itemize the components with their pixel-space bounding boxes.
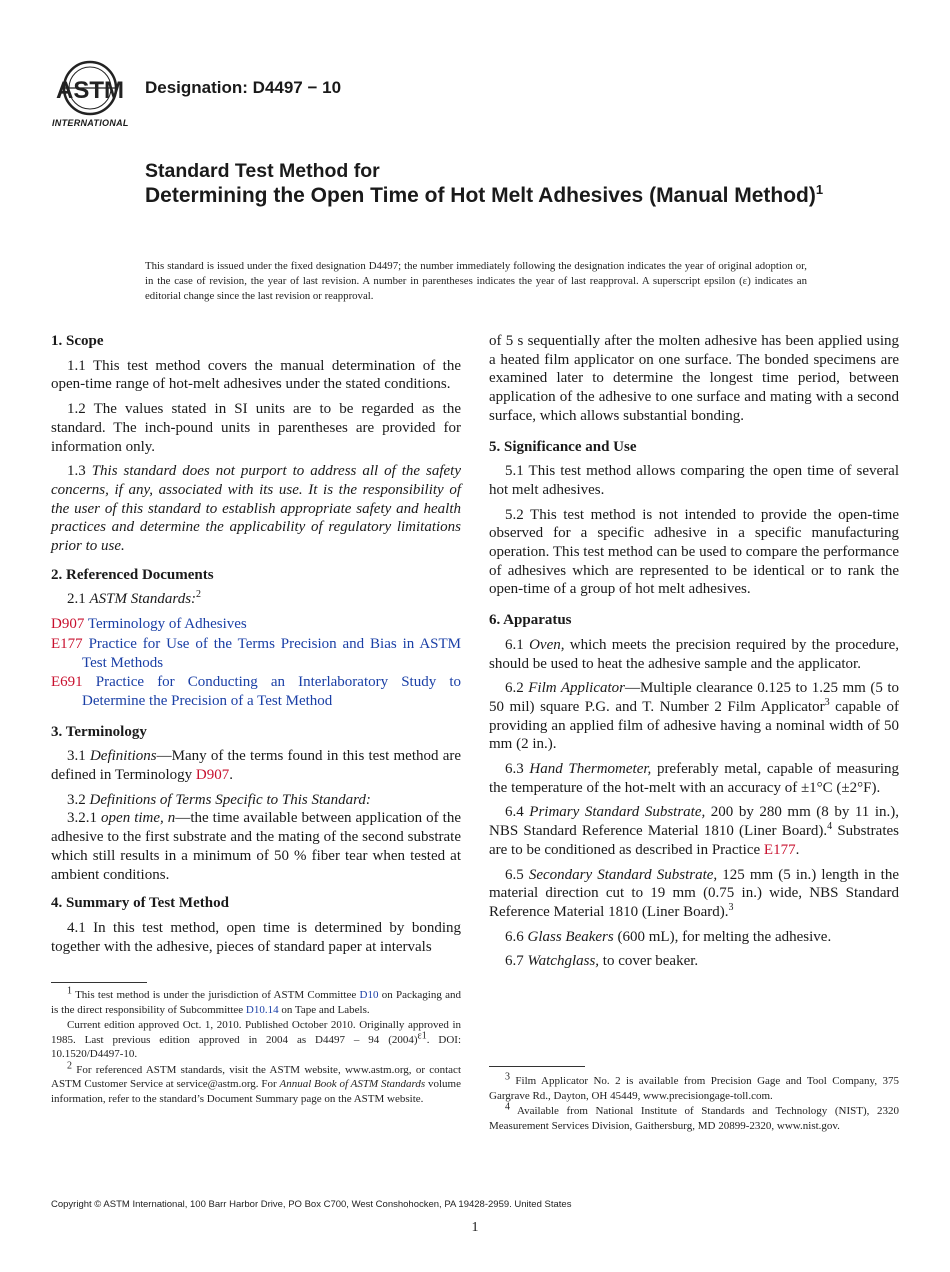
ref-code[interactable]: E177 [51, 635, 83, 652]
para-text: preferably metal, capable of measuring the temperature of the hot-melt with an accuracy of ±1°C (±2°F). [489, 761, 899, 796]
footnote [51, 1059, 461, 1107]
para-number: 6.3 [505, 761, 530, 778]
section-heading: 5. Significance and Use [489, 438, 637, 455]
paragraph [51, 809, 461, 884]
paragraph [51, 791, 461, 810]
para-label: Definitions of Terms Specific to This Standard: [89, 791, 371, 808]
section-heading: 6. Apparatus [489, 612, 572, 629]
section-heading: 2. Referenced Documents [51, 566, 214, 583]
paragraph: 4.1 In this test method, open time is determined by bonding together with the adhesive, pieces of standard paper at intervals [51, 919, 461, 955]
paragraph [489, 928, 899, 947]
para-text: 200 by 280 mm (8 by 11 in.), NBS Standard Reference Material 1810 (Liner Board). [489, 804, 900, 840]
footnote-mark: 3 [505, 1071, 510, 1083]
ref-link[interactable]: E177 [763, 841, 796, 858]
logo-text: INTERNATIONAL [52, 118, 129, 128]
footnotes-right [489, 1071, 899, 1134]
footnote-mark: 1 [67, 985, 72, 997]
paragraph [489, 952, 899, 971]
para-number: 6.2 [505, 680, 529, 697]
ref-title[interactable]: Practice for Use of the Terms Precision and Bias in ASTM Test Methods [82, 635, 462, 671]
footnote-rule [51, 982, 147, 983]
para-text: —the time available between application of the adhesive to the first substrate and the mating of the second substrate which still results in a minimum of 50 % fiber tear when tested at ambient conditions. [51, 810, 462, 883]
para-text: 125 mm (5 in.) length in the material direction cut to 19 mm (0.75 in.) wide, NBS Standard Reference Material 1810 (Liner Board). [489, 866, 899, 920]
safety-statement: This standard does not purport to address all of the safety concerns, if any, associated with its use. It is the responsibility of the user of this standard to establish appropriate safety and health practices and determine the applicability of regulatory limitations prior to use. [51, 463, 462, 555]
para-number: 6.4 [505, 804, 530, 821]
footnote-text: on Packaging and is the direct responsibility of Subcommittee [51, 989, 461, 1016]
footnote-text: Current edition approved Oct. 1, 2010. Published October 2010. Originally approved in 1985. Last previous edition approved in 2004 as D4497 – 94 (2004) [51, 1019, 461, 1046]
reference-item[interactable] [51, 615, 461, 634]
footnote [51, 985, 461, 1017]
para-number: 6.7 [505, 953, 528, 970]
page-number: 1 [471, 1220, 479, 1235]
footnote-mark: 4 [827, 821, 833, 833]
ref-title[interactable]: Practice for Conducting an Interlaboratory Study to Determine the Precision of a Test Method [82, 674, 461, 709]
footnote [51, 1018, 461, 1062]
paragraph [489, 803, 899, 859]
footnote-mark: ε1 [417, 1029, 427, 1041]
reference-item[interactable] [51, 673, 461, 710]
paragraph: 5.2 This test method is not intended to provide the open-time observed for a specific adhesive in a specific manufacturing operation. This test method can be used to compare the performance of adhesives which are represented to be identical or to rank the open-time of a group of hot melt adhesives. [489, 506, 899, 598]
paragraph [51, 590, 461, 609]
footnote-rule [489, 1066, 585, 1067]
copyright-footer: Copyright © ASTM International, 100 Barr Harbor Drive, PO Box C700, West Conshohocken, PA 19428-2959. United States [51, 1199, 572, 1210]
footnote-text: volume information, refer to the standard’s Document Summary page on the ASTM website. [51, 1078, 461, 1105]
ref-link[interactable]: D10 [359, 989, 379, 1001]
footnote [489, 1071, 899, 1103]
footnote-text: Available from National Institute of Standards and Technology (NIST), 2320 Measurement Services Division, Gaithersburg, MD 20899-2320, www.nist.gov. [489, 1105, 899, 1132]
ref-link[interactable]: D10.14 [245, 1003, 279, 1016]
document-title [145, 160, 845, 208]
section-heading: 3. Terminology [51, 723, 147, 740]
para-number: 2.1 [67, 591, 90, 608]
paragraph: 1.2 The values stated in SI units are to be regarded as the standard. The inch-pound units in parentheses are provided for information only. [51, 401, 461, 455]
title-footnote-mark: 1 [815, 182, 824, 197]
para-label: Film Applicator [528, 680, 625, 697]
para-end: . [795, 841, 800, 858]
paragraph-continued: of 5 s sequentially after the molten adhesive has been applied using a heated film applicator on one surface. The bonded specimens are examined later to determine the longest time period, between application of the adhesive to one surface and mating with a second surface, which allows substantial bonding. [489, 333, 899, 424]
designation: Designation: D4497 − 10 [145, 78, 342, 97]
para-label: Secondary Standard Substrate, [528, 866, 718, 883]
para-number: 6.5 [505, 866, 529, 883]
para-end: . [229, 767, 233, 784]
para-label: open time, n [101, 810, 176, 827]
para-text: which meets the precision required by the procedure, should be used to heat the adhesive sample and the applicator. [489, 636, 900, 672]
para-label: Watchglass, [527, 953, 600, 970]
para-number: 6.6 [505, 928, 528, 945]
para-label: Glass Beakers [527, 928, 614, 945]
footnote-text: on Tape and Labels. [278, 1003, 370, 1016]
footnote-mark: 4 [505, 1101, 510, 1113]
paragraph: 5.1 This test method allows comparing the open time of several hot melt adhesives. [489, 463, 899, 498]
title-line-2: Determining the Open Time of Hot Melt Adhesives (Manual Method) [145, 184, 816, 207]
footnote-mark: 3 [824, 696, 830, 708]
svg-text:ASTM: ASTM [56, 77, 124, 104]
footnote-mark: 3 [728, 901, 734, 913]
paragraph [489, 760, 899, 797]
footnotes-left [51, 985, 461, 1107]
section-heading: 4. Summary of Test Method [51, 895, 229, 912]
para-text: capable of providing an applied film of adhesive having a nominal width of 50 mm (2 in.). [489, 698, 899, 753]
footnote-text: This test method is under the jurisdiction of ASTM Committee [72, 989, 360, 1001]
para-label: Oven, [529, 636, 565, 653]
right-column [489, 332, 899, 977]
footnote [489, 1101, 899, 1133]
para-number: 1.3 [67, 463, 92, 480]
paragraph [51, 462, 461, 556]
footnote-text: For referenced ASTM standards, visit the ASTM website, www.astm.org, or contact ASTM Customer Service at service@astm.org. For [51, 1063, 461, 1090]
ref-title[interactable]: Terminology of Adhesives [87, 616, 247, 633]
standard-notice: This standard is issued under the fixed designation D4497; the number immediately following the designation indicates the year of original adoption or, in the case of revision, the year of last revision. A number in parentheses indicates the year of last reapproval. A superscript epsilon (ε) indicates an editorial change since the last revision or reapproval. [145, 260, 807, 302]
para-text: (600 mL), for melting the adhesive. [613, 928, 832, 945]
para-text: to cover beaker. [599, 953, 699, 970]
ref-code[interactable]: E691 [51, 674, 83, 691]
para-text: —Many of the terms found in this test method are defined in Terminology [51, 748, 462, 784]
paragraph: 1.1 This test method covers the manual determination of the open-time range of hot-melt adhesives under the stated conditions. [51, 357, 461, 393]
paragraph [51, 747, 461, 784]
footnote-text: . DOI: 10.1520/D4497-10. [51, 1033, 461, 1060]
paragraph [489, 679, 899, 754]
para-label: Definitions [89, 748, 157, 765]
para-label: Hand Thermometer, [529, 761, 652, 778]
para-text: Substrates are to be conditioned as described in Practice [489, 823, 899, 858]
para-number: 3.2.1 [67, 810, 102, 827]
para-label: Primary Standard Substrate, [529, 804, 706, 821]
ref-code[interactable]: D907 [51, 616, 85, 633]
left-column [51, 332, 461, 962]
para-number: 3.2 [67, 791, 90, 808]
para-number: 3.1 [67, 748, 90, 765]
para-label: ASTM Standards: [89, 591, 197, 608]
section-heading: 1. Scope [51, 333, 104, 349]
title-line-1: Standard Test Method for [145, 160, 380, 182]
footnote-mark: 2 [67, 1059, 72, 1071]
paragraph [489, 866, 899, 922]
para-text: —Multiple clearance 0.125 to 1.25 mm (5 to 50 mil) square P.G. and T. Number 2 Film Applicator [489, 680, 899, 715]
astm-logo [52, 58, 134, 132]
footnote-mark: 2 [196, 589, 202, 601]
footnote-text: Annual Book of ASTM Standards [279, 1078, 426, 1090]
reference-item[interactable] [51, 635, 461, 672]
para-number: 6.1 [505, 636, 530, 653]
footnote-text: Film Applicator No. 2 is available from Precision Gage and Tool Company, 375 Gargrave Rd., Dayton, OH 45449, www.precisiongage-toll.com. [489, 1075, 899, 1102]
ref-link[interactable]: D907 [195, 767, 230, 784]
paragraph [489, 636, 899, 673]
